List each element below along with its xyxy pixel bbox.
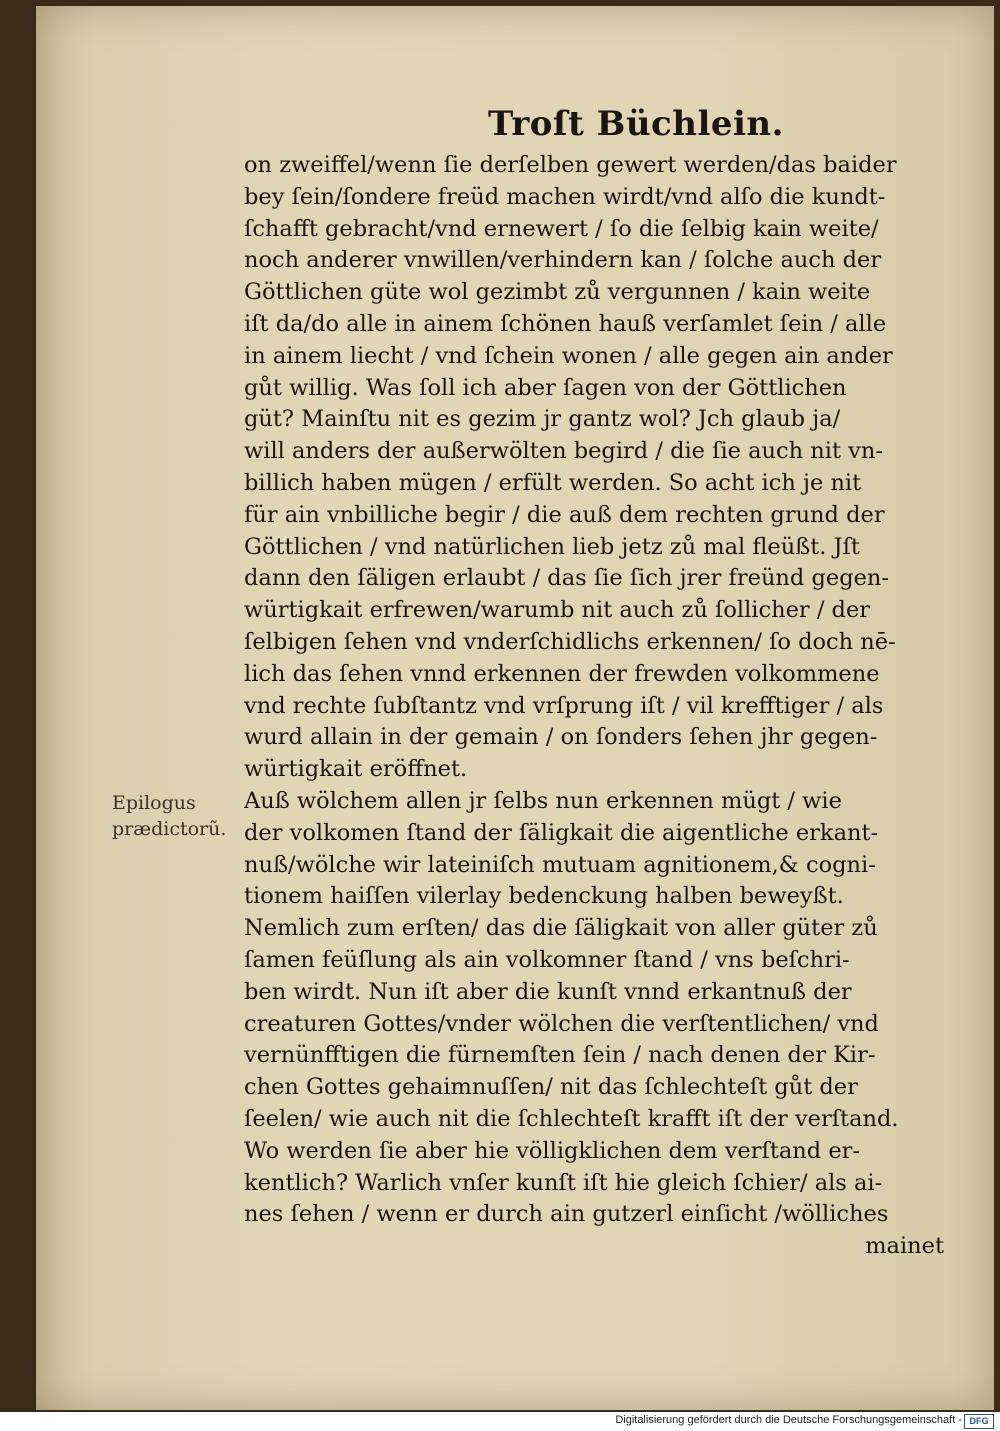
text-line: bey ſein/ſondere freüd machen wirdt/vnd alſo die kundt-: [244, 183, 886, 210]
text-line: Wo werden ſie aber hie völligklichen dem verſtand er-: [244, 1137, 860, 1164]
text-line: würtigkait eröffnet.: [244, 756, 468, 783]
text-line: lich das ſehen vnnd erkennen der frewden volkommene: [244, 660, 880, 687]
text-line: dann den ſäligen erlaubt / das ſie ſich jrer freünd gegen-: [244, 565, 890, 592]
text-line: billich haben mügen / erfült werden. So acht ich je nit: [244, 469, 862, 496]
text-line: Göttlichen / vnd natürlichen lieb jetz zů mal fleüßt. Jſt: [244, 533, 860, 560]
text-line: ſeelen/ wie auch nit die ſchlechteſt krafft iſt der verſtand.: [244, 1105, 899, 1132]
body-text: [244, 150, 944, 1263]
margin-note: [112, 790, 226, 842]
text-line: creaturen Gottes/vnder wölchen die verſtentlichen/ vnd: [244, 1010, 879, 1037]
text-line: ſchafft gebracht/vnd ernewert / ſo die ſelbig kain weite/: [244, 215, 879, 242]
text-line: iſt da/do alle in ainem ſchönen hauß verſamlet ſein / alle: [244, 310, 887, 337]
text-line: würtigkait erfrewen/warumb nit auch zů ſollicher / der: [244, 597, 871, 624]
text-line: vernünfftigen die fürnemſten ſein / nach denen der Kir-: [244, 1042, 876, 1069]
text-line: kentlich? Warlich vnſer kunſt iſt hie gleich ſchier/ als ai-: [244, 1169, 883, 1196]
text-line: Auß wölchem allen jr ſelbs nun erkennen mügt / wie: [244, 787, 842, 814]
margin-note-line: prædictorũ.: [112, 818, 227, 840]
dfg-logo: DFG: [964, 1414, 994, 1429]
text-line: vnd rechte ſubſtantz vnd vrſprung iſt / vil krefftiger / als: [244, 692, 884, 719]
text-line: will anders der außerwölten begird / die ſie auch nit vn-: [244, 438, 883, 465]
text-line: on zweiffel/wenn ſie derſelben gewert werden/das baider: [244, 152, 897, 178]
funding-credit: Digitalisierung gefördert durch die Deutsche Forschungsgemeinschaft -: [615, 1414, 962, 1426]
running-title: Troſt Büchlein.: [488, 104, 784, 144]
text-line: Göttlichen güte wol gezimbt zů vergunnen / kain weite: [244, 279, 871, 306]
text-line: tionem haiſſen vilerlay bedenckung halben beweyßt.: [244, 883, 844, 910]
text-line: nes ſehen / wenn er durch ain gutzerl einſicht /wölliches: [244, 1201, 889, 1228]
text-line: ſelbigen ſehen vnd vnderſchidlichs erkennen/ ſo doch nē-: [244, 628, 896, 655]
text-line: gůt willig. Was ſoll ich aber ſagen von der Göttlichen: [244, 374, 847, 401]
text-line: ſamen feüſlung als ain volkomner ſtand / vns beſchri-: [244, 946, 850, 973]
text-line: ben wirdt. Nun iſt aber die kunſt vnnd erkantnuß der: [244, 978, 852, 1005]
margin-note-line: Epilogus: [112, 792, 196, 814]
text-line: nuß/wölche wir lateiniſch mutuam agnitionem,& cogni-: [244, 851, 876, 878]
text-line: für ain vnbilliche begir / die auß dem rechten grund der: [244, 501, 885, 528]
text-line: Nemlich zum erſten/ das die ſäligkait von aller güter zů: [244, 915, 878, 942]
text-line: mainet: [865, 1233, 944, 1260]
text-line: der volkomen ſtand der ſäligkait die aigentliche erkant-: [244, 819, 879, 846]
text-line: wurd allain in der gemain / on ſonders ſehen jhr gegen-: [244, 724, 878, 751]
text-line: güt? Mainſtu nit es gezim jr gantz wol? Jch glaub ja/: [244, 406, 841, 433]
text-line: chen Gottes gehaimnuſſen/ nit das ſchlechteſt gůt der: [244, 1074, 858, 1101]
text-line: noch anderer vnwillen/verhindern kan / ſolche auch der: [244, 247, 882, 274]
text-line: in ainem liecht / vnd ſchein wonen / alle gegen ain ander: [244, 342, 893, 369]
